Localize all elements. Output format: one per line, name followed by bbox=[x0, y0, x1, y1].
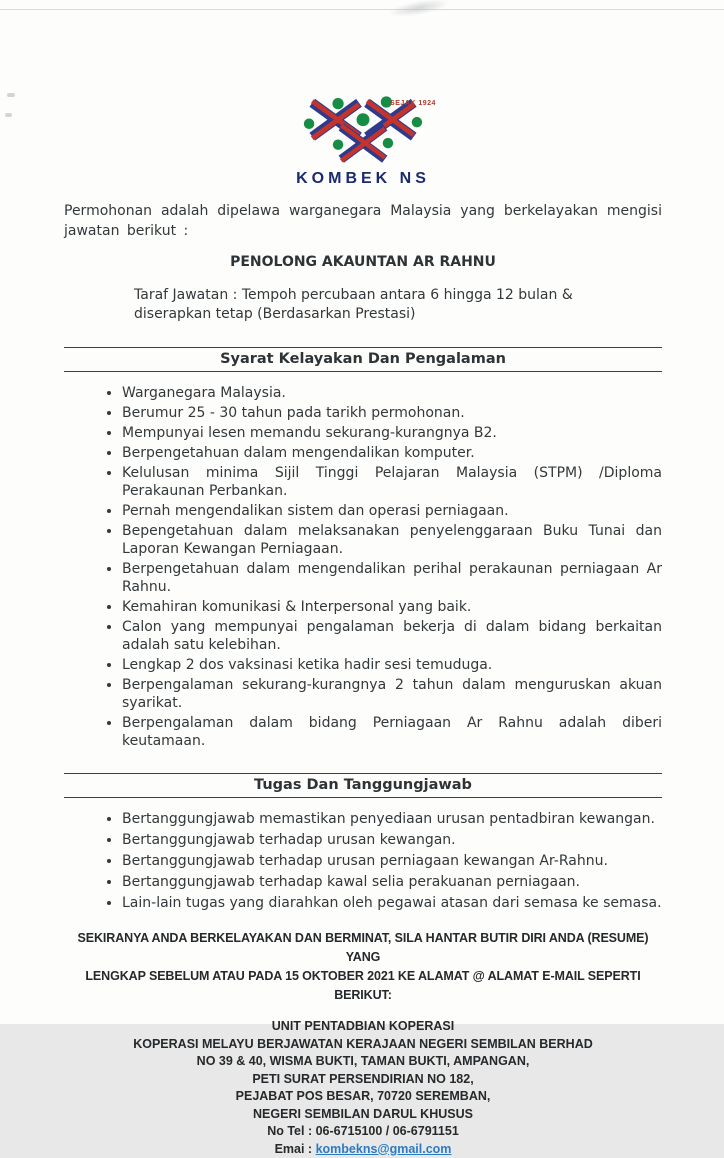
email-link[interactable]: kombekns@gmail.com bbox=[316, 1142, 452, 1156]
address-line: PETI SURAT PERSENDIRIAN NO 182, bbox=[64, 1071, 662, 1089]
list-item: • Kelulusan minima Sijil Tinggi Pelajaran Malaysia (STPM) /Diploma Perakaunan Perbankan. bbox=[122, 464, 662, 500]
list-item: • Bertanggungjawab terhadap urusan perniagaan kewangan Ar-Rahnu. bbox=[122, 852, 662, 870]
kombek-logo-icon bbox=[302, 98, 424, 164]
list-item: • Mempunyai lesen memandu sekurang-kurangnya B2. bbox=[122, 424, 662, 442]
job-status bbox=[134, 286, 662, 324]
list-item: • Lengkap 2 dos vaksinasi ketika hadir sesi temuduga. bbox=[122, 656, 662, 674]
intro-paragraph: Permohonan adalah dipelawa warganegara Malaysia yang berkelayakan mengisi jawatan berikut : bbox=[64, 201, 662, 241]
list-item: • Berpengetahuan dalam mengendalikan komputer. bbox=[122, 444, 662, 462]
job-title: PENOLONG AKAUNTAN AR RAHNU bbox=[64, 254, 662, 270]
logo-wordmark: KOMBEK NS bbox=[296, 170, 430, 188]
list-item: • Berumur 25 - 30 tahun pada tarikh permohonan. bbox=[122, 404, 662, 422]
address-block bbox=[64, 1018, 662, 1158]
job-status-line-2: diserapkan tetap (Berdasarkan Prestasi) bbox=[134, 305, 662, 324]
list-item: • Bertanggungjawab terhadap urusan kewangan. bbox=[122, 831, 662, 849]
list-item: • Bepengetahuan dalam melaksanakan penyelenggaraan Buku Tunai dan Laporan Kewangan Perniagaan. bbox=[122, 522, 662, 558]
section-header-syarat: Syarat Kelayakan Dan Pengalaman bbox=[64, 347, 662, 372]
list-item: • Bertanggungjawab memastikan penyediaan urusan pentadbiran kewangan. bbox=[122, 810, 662, 828]
list-item: • Berpengetahuan dalam mengendalikan perihal perakaunan perniagaan Ar Rahnu. bbox=[122, 560, 662, 596]
list-item: • Pernah mengendalikan sistem dan operasi perniagaan. bbox=[122, 502, 662, 520]
logo-tagline: SEJAK 1924 bbox=[390, 100, 436, 107]
job-status-line-1: Taraf Jawatan : Tempoh percubaan antara 6 hingga 12 bulan & bbox=[134, 286, 662, 305]
list-item: • Lain-lain tugas yang diarahkan oleh pegawai atasan dari semasa ke semasa. bbox=[122, 894, 662, 912]
list-item: • Calon yang mempunyai pengalaman bekerja di dalam bidang berkaitan adalah satu kelebihan. bbox=[122, 618, 662, 654]
scan-speck bbox=[7, 93, 15, 97]
closing-note bbox=[64, 929, 662, 1005]
address-line: KOPERASI MELAYU BERJAWATAN KERAJAAN NEGERI SEMBILAN BERHAD bbox=[64, 1036, 662, 1054]
list-item: • Berpengalaman sekurang-kurangnya 2 tahun dalam menguruskan akuan syarikat. bbox=[122, 676, 662, 712]
address-line: NEGERI SEMBILAN DARUL KHUSUS bbox=[64, 1106, 662, 1124]
closing-line-2: LENGKAP SEBELUM ATAU PADA 15 OKTOBER 2021 KE ALAMAT @ ALAMAT E-MAIL SEPERTI BERIKUT: bbox=[64, 967, 662, 1005]
email-line bbox=[64, 1141, 662, 1158]
scan-speck bbox=[5, 113, 12, 117]
phone-line: No Tel : 06-6715100 / 06-6791151 bbox=[64, 1123, 662, 1141]
address-line: UNIT PENTADBIAN KOPERASI bbox=[64, 1018, 662, 1036]
closing-line-1: SEKIRANYA ANDA BERKELAYAKAN DAN BERMINAT, SILA HANTAR BUTIR DIRI ANDA (RESUME) YANG bbox=[64, 929, 662, 967]
section-header-tugas: Tugas Dan Tanggungjawab bbox=[64, 773, 662, 798]
address-line: PEJABAT POS BESAR, 70720 SEREMBAN, bbox=[64, 1088, 662, 1106]
email-label: Emai : bbox=[275, 1142, 316, 1156]
scan-edge-line bbox=[0, 9, 724, 10]
duties-list bbox=[84, 810, 662, 912]
address-line: NO 39 & 40, WISMA BUKTI, TAMAN BUKTI, AMPANGAN, bbox=[64, 1053, 662, 1071]
list-item: • Bertanggungjawab terhadap kawal selia perakuanan perniagaan. bbox=[122, 873, 662, 891]
requirements-list bbox=[84, 384, 662, 750]
list-item: • Kemahiran komunikasi & Interpersonal yang baik. bbox=[122, 598, 662, 616]
list-item: • Warganegara Malaysia. bbox=[122, 384, 662, 402]
logo bbox=[64, 0, 662, 188]
list-item: • Berpengalaman dalam bidang Perniagaan Ar Rahnu adalah diberi keutamaan. bbox=[122, 714, 662, 750]
